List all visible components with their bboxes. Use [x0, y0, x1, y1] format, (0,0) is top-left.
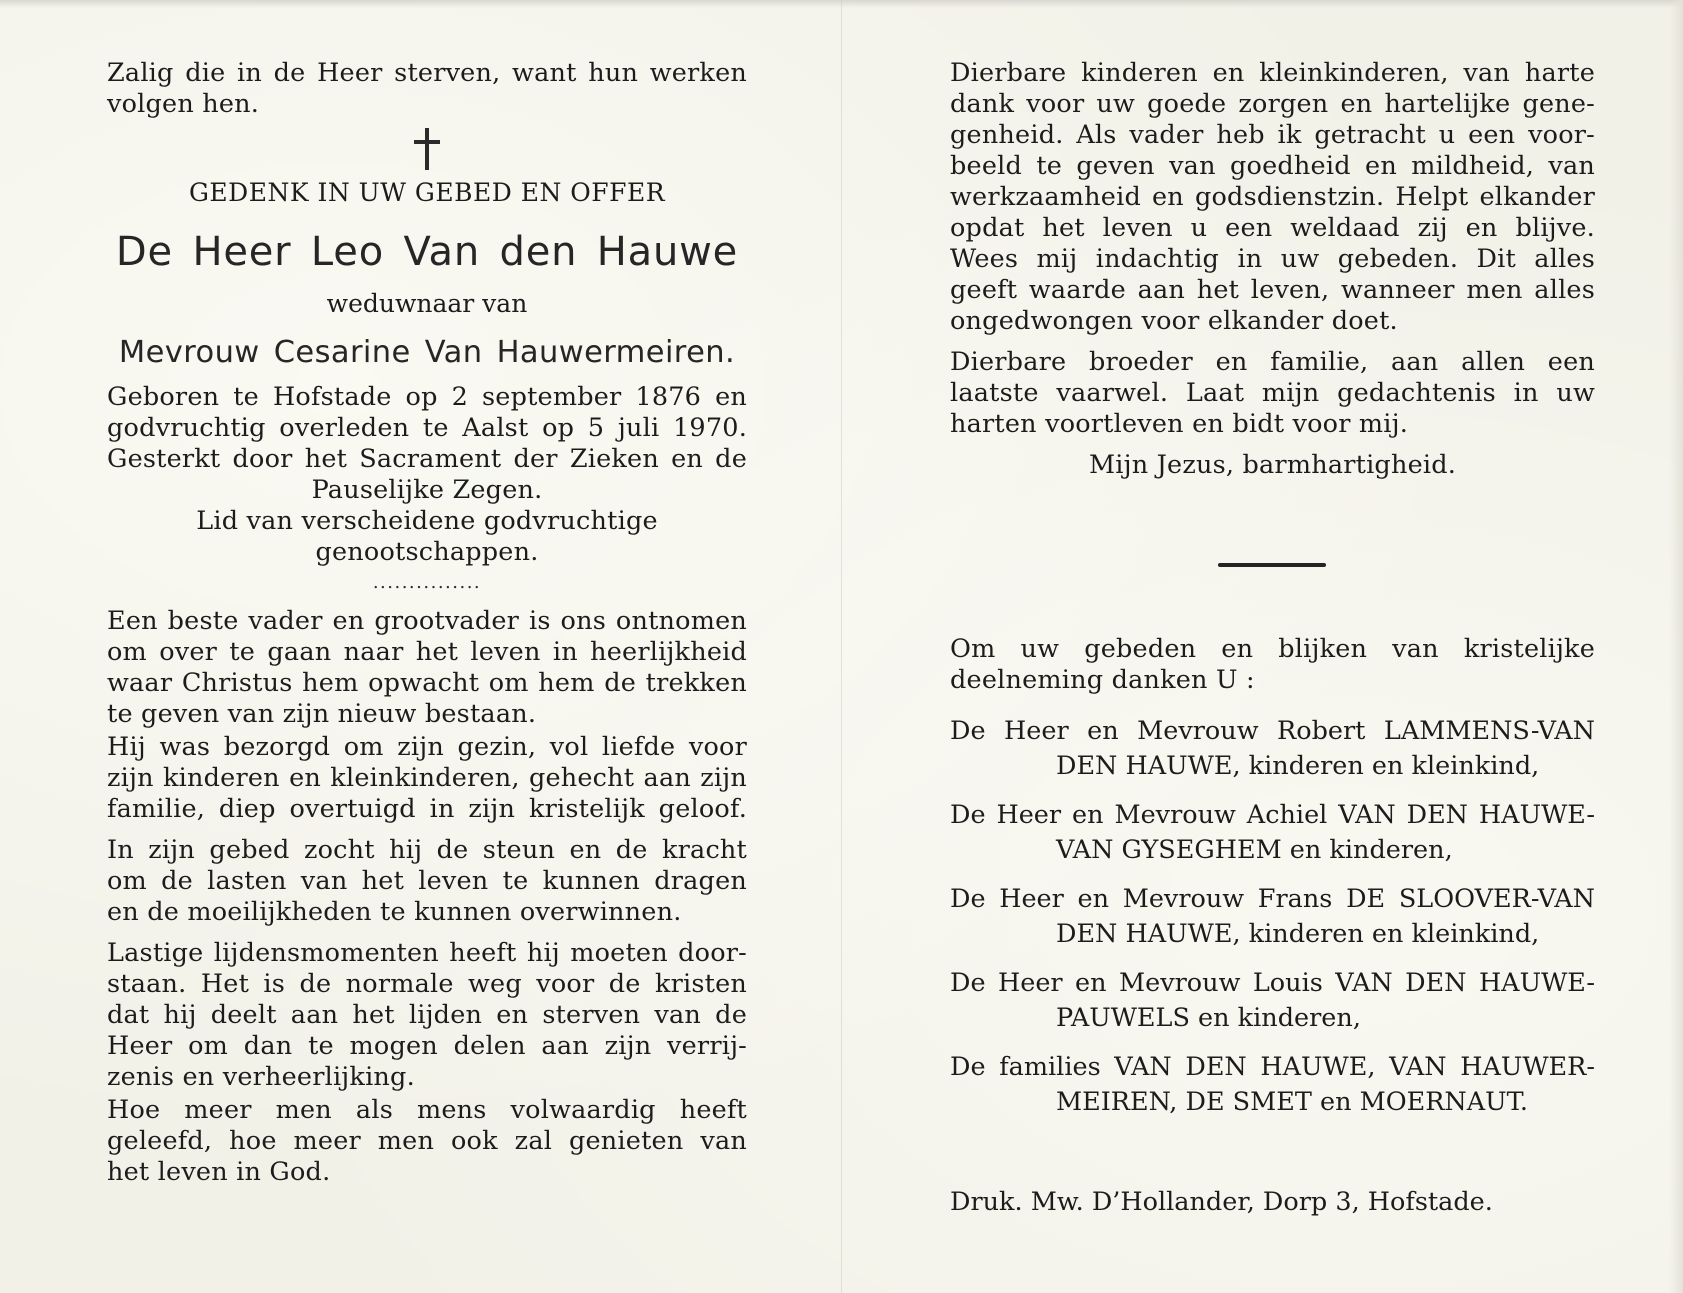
text-line: waar Christus hem opwacht om hem de trekken: [107, 668, 747, 698]
farewell-paragraph: [950, 58, 1595, 337]
thanks-entry: [950, 966, 1595, 1036]
thanks-section: [950, 634, 1595, 1120]
text-line: staan. Het is de normale weg voor de kristen: [107, 969, 747, 999]
text-line: Hoe meer men als mens volwaardig heeft: [107, 1095, 747, 1125]
thanks-entry-line: DEN HAUWE, kinderen en kleinkind,: [1056, 919, 1540, 949]
tribute-paragraph: [107, 732, 747, 825]
text-line: geeft waarde aan het leven, wanneer men alles: [950, 275, 1595, 305]
thanks-entry-line: VAN GYSEGHEM en kinderen,: [1056, 835, 1453, 865]
biography-line: Gesterkt door het Sacrament der Zieken en de: [107, 444, 747, 474]
text-line: zijn kinderen en kleinkinderen, gehecht aan zijn: [107, 763, 747, 793]
biography-line: Geboren te Hofstade op 2 september 1876 en: [107, 382, 747, 412]
text-line: harten voortleven en bidt voor mij.: [950, 409, 1409, 439]
text-line: Heer om dan te mogen delen aan zijn verrij-: [107, 1031, 747, 1061]
text-line: en de moeilijkheden te kunnen overwinnen.: [107, 897, 682, 927]
thanks-entry-line: MEIREN, DE SMET en MOERNAUT.: [1056, 1087, 1529, 1117]
biography-line: Pauselijke Zegen.: [311, 475, 543, 505]
thanks-entry-line: De Heer en Mevrouw Frans DE SLOOVER-VAN: [950, 884, 1595, 914]
text-line: Een beste vader en grootvader is ons ontnomen: [107, 606, 747, 636]
cross-icon: [414, 128, 440, 170]
tribute-paragraph: [107, 606, 747, 730]
tribute-paragraph: [107, 835, 747, 928]
tribute-paragraph: [107, 938, 747, 1093]
text-line: geleefd, hoe meer men ook zal genieten van: [107, 1126, 747, 1156]
membership-line: Lid van verscheidene godvruchtige: [196, 506, 658, 536]
text-line: dat hij deelt aan het lijden en sterven van de: [107, 1000, 747, 1030]
thanks-entry: [950, 1050, 1595, 1120]
text-line: het leven in God.: [107, 1157, 331, 1187]
biography-line: godvruchtig overleden te Aalst op 5 juli 1970.: [107, 413, 747, 443]
text-line: genheid. Als vader heb ik getracht u een voor-: [950, 120, 1595, 150]
text-line: werkzaamheid en godsdienstzin. Helpt elkander: [950, 182, 1595, 212]
text-line: Lastige lijdensmomenten heeft hij moeten door-: [107, 938, 747, 968]
text-line: opdat het leven u een weldaad zij en blijve.: [950, 213, 1595, 243]
spouse-name: Mevrouw Cesarine Van Hauwermeiren.: [118, 335, 736, 370]
prayer-line: Mijn Jezus, barmhartigheid.: [1088, 450, 1457, 480]
thanks-entry-line: De Heer en Mevrouw Robert LAMMENS-VAN: [950, 716, 1595, 746]
membership-line: genootschappen.: [315, 537, 539, 567]
thanks-entry-line: DEN HAUWE, kinderen en kleinkind,: [1056, 751, 1540, 781]
thanks-entry: [950, 714, 1595, 784]
right-page: [950, 58, 1595, 481]
text-line: ongedwongen voor elkander doet.: [950, 306, 1398, 336]
tribute-paragraph: [107, 1095, 747, 1188]
epigraph-line: volgen hen.: [107, 89, 260, 119]
text-line: In zijn gebed zocht hij de steun en de kracht: [107, 835, 747, 865]
horizontal-rule: [1218, 563, 1326, 567]
scan-right-edge: [1669, 0, 1683, 1293]
text-line: Wees mij indachtig in uw gebeden. Dit alles: [950, 244, 1595, 274]
thanks-entry-line: De Heer en Mevrouw Louis VAN DEN HAUWE-: [950, 968, 1595, 998]
thanks-intro-line: deelneming danken U :: [950, 665, 1255, 695]
text-line: Hij was bezorgd om zijn gezin, vol liefde voor: [107, 732, 747, 762]
text-line: zenis en verheerlijking.: [107, 1062, 415, 1092]
farewell-paragraph: [950, 347, 1595, 440]
thanks-entry: [950, 798, 1595, 868]
left-page: [107, 58, 747, 1188]
text-line: beeld te geven van goedheid en mildheid, van: [950, 151, 1595, 181]
text-line: Dierbare kinderen en kleinkinderen, van harte: [950, 58, 1595, 88]
text-line: familie, diep overtuigd in zijn kristelijk geloof.: [107, 794, 747, 824]
remember-line: GEDENK IN UW GEBED EN OFFER: [188, 178, 666, 207]
text-line: te geven van zijn nieuw bestaan.: [107, 699, 537, 729]
text-line: Dierbare broeder en familie, aan allen een: [950, 347, 1595, 377]
text-line: om over te gaan naar het leven in heerlijkheid: [107, 637, 747, 667]
text-line: dank voor uw goede zorgen en hartelijke gene-: [950, 89, 1595, 119]
dotted-separator: ...............: [372, 572, 482, 593]
thanks-entry-line: De families VAN DEN HAUWE, VAN HAUWER-: [950, 1052, 1595, 1082]
printer-imprint: Druk. Mw. D’Hollander, Dorp 3, Hofstade.: [950, 1187, 1493, 1217]
text-line: laatste vaarwel. Laat mijn gedachtenis in uw: [950, 378, 1595, 408]
text-line: om de lasten van het leven te kunnen dragen: [107, 866, 747, 896]
thanks-entry-line: PAUWELS en kinderen,: [1056, 1003, 1361, 1033]
deceased-name: De Heer Leo Van den Hauwe: [115, 229, 739, 275]
biography: [107, 382, 747, 568]
epigraph-line: Zalig die in de Heer sterven, want hun werken: [107, 58, 747, 88]
relation-text: weduwnaar van: [326, 289, 528, 318]
thanks-intro-line: Om uw gebeden en blijken van kristelijke: [950, 634, 1595, 664]
thanks-entry: [950, 882, 1595, 952]
thanks-entry-line: De Heer en Mevrouw Achiel VAN DEN HAUWE-: [950, 800, 1595, 830]
center-fold-line: [841, 0, 842, 1293]
